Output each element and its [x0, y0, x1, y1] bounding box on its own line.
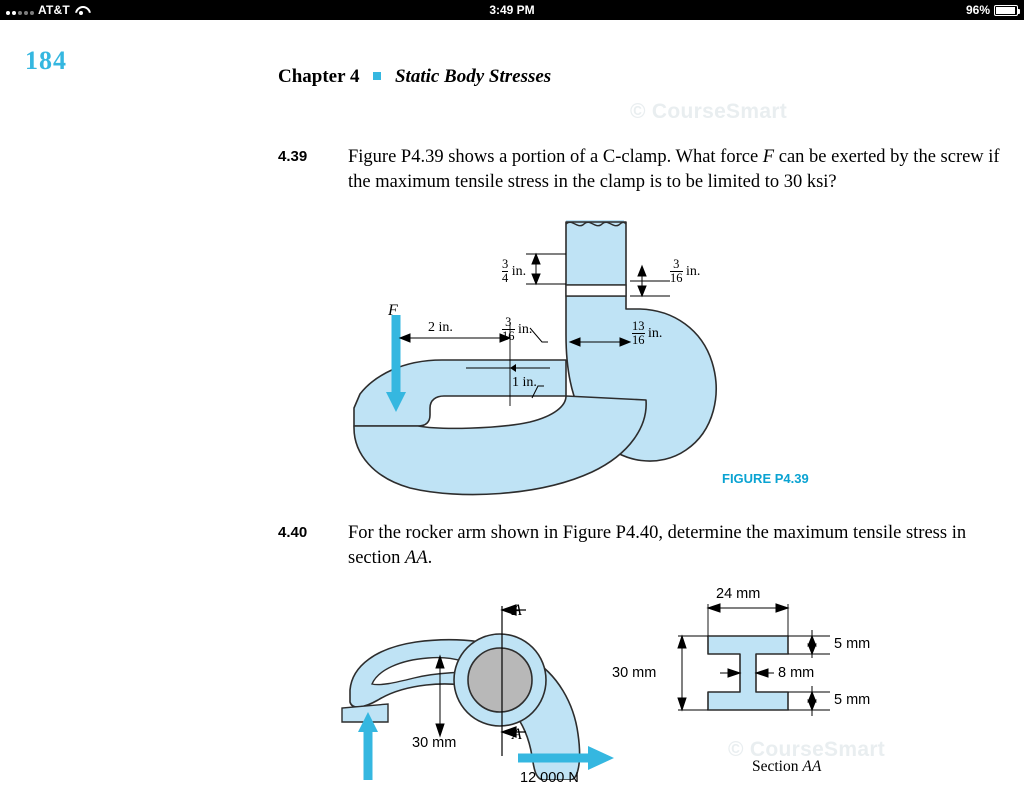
arm-30mm-dimension — [436, 656, 444, 736]
figure-p4-39-caption — [722, 470, 809, 487]
dim-3-4in — [502, 258, 526, 285]
problem-4-40-section-AA: AA — [405, 548, 428, 568]
problem-text-4-40 — [348, 521, 1003, 571]
problem-4-39-part1: Figure P4.39 shows a portion of a C-clamp. What force — [348, 147, 763, 167]
problem-4-39-symbol-F: F — [762, 147, 775, 167]
dim-2in: 2 in. — [428, 320, 453, 335]
dim-3-16in-mid-unit: in. — [518, 321, 533, 337]
watermark-bottom: © CourseSmart — [728, 738, 886, 761]
fraction-13-16: $\frac{13}{16}$ — [632, 319, 645, 348]
square-bullet-icon — [373, 72, 381, 80]
figure-p4-39 — [330, 210, 730, 500]
figure-p4-40 — [330, 580, 950, 786]
rocker-arm-hub-bore — [468, 648, 532, 712]
document-page — [0, 20, 1024, 786]
force-label-12000N: 12 000 N — [520, 770, 579, 786]
problem-number-4-39: 4.39 — [278, 148, 308, 165]
status-bar-right — [966, 3, 1018, 17]
dim-5mm-bottom: 5 mm — [834, 692, 871, 708]
figure-p4-39-drawing — [330, 210, 730, 500]
section-label-a-bottom: A — [512, 726, 522, 743]
dim-13-16in-unit: in. — [648, 325, 663, 341]
figure-caption-text: FIGURE P4.39 — [722, 471, 809, 486]
watermark-top: © CourseSmart — [630, 100, 788, 123]
force-label-F: F — [388, 302, 398, 319]
problem-4-40-part3: . — [427, 548, 433, 568]
carrier-label: AT&T — [38, 3, 70, 17]
dim-3-16in-top-unit: in. — [686, 263, 701, 279]
dim-arm-30mm: 30 mm — [412, 735, 457, 751]
force-arrow-F — [386, 315, 406, 412]
running-head-title: Static Body Stresses — [394, 66, 552, 87]
section-label-a-top: A — [512, 602, 522, 619]
status-bar-clock: 3:49 PM — [489, 3, 535, 17]
running-head-chapter: Chapter 4 — [278, 66, 360, 87]
dim-8mm-web: 8 mm — [778, 665, 815, 681]
clamp-notch — [566, 285, 626, 296]
dim-3-16in-top — [670, 258, 700, 285]
section-aa-caption — [752, 758, 821, 776]
problem-4-39-part3: can be exerted by the screw if the maximum tensile stress in the clamp is to be limited to 30 ksi? — [348, 147, 1000, 192]
fraction-3-4: $\frac{3}{4}$ — [502, 257, 509, 286]
section-aa-caption-italic: AA — [802, 758, 822, 775]
dim-3-4in-unit: in. — [511, 263, 527, 279]
fraction-3-16-mid: $\frac{3}{16}$ — [502, 315, 515, 344]
dim-24mm: 24 mm — [716, 586, 761, 602]
dim-30mm-height: 30 mm — [612, 665, 657, 681]
dim-1in: 1 in. — [512, 375, 537, 390]
dim-13-16in — [632, 320, 662, 347]
problem-text-4-39 — [348, 145, 1003, 195]
section-aa-caption-prefix: Section — [752, 758, 803, 775]
battery-icon — [994, 5, 1018, 16]
problem-number-4-40: 4.40 — [278, 524, 308, 541]
battery-percent-label: 96% — [965, 3, 990, 17]
ios-status-bar — [0, 0, 1024, 20]
fraction-3-16: $\frac{3}{16}$ — [670, 257, 683, 286]
dim-5mm-top: 5 mm — [834, 636, 871, 652]
running-head — [278, 66, 551, 88]
problem-4-40-part1: For the rocker arm shown in Figure P4.40, determine the maximum tensile stress in section — [348, 523, 967, 568]
dim-3-16in-mid — [502, 316, 532, 343]
page-number: 184 — [25, 46, 67, 75]
